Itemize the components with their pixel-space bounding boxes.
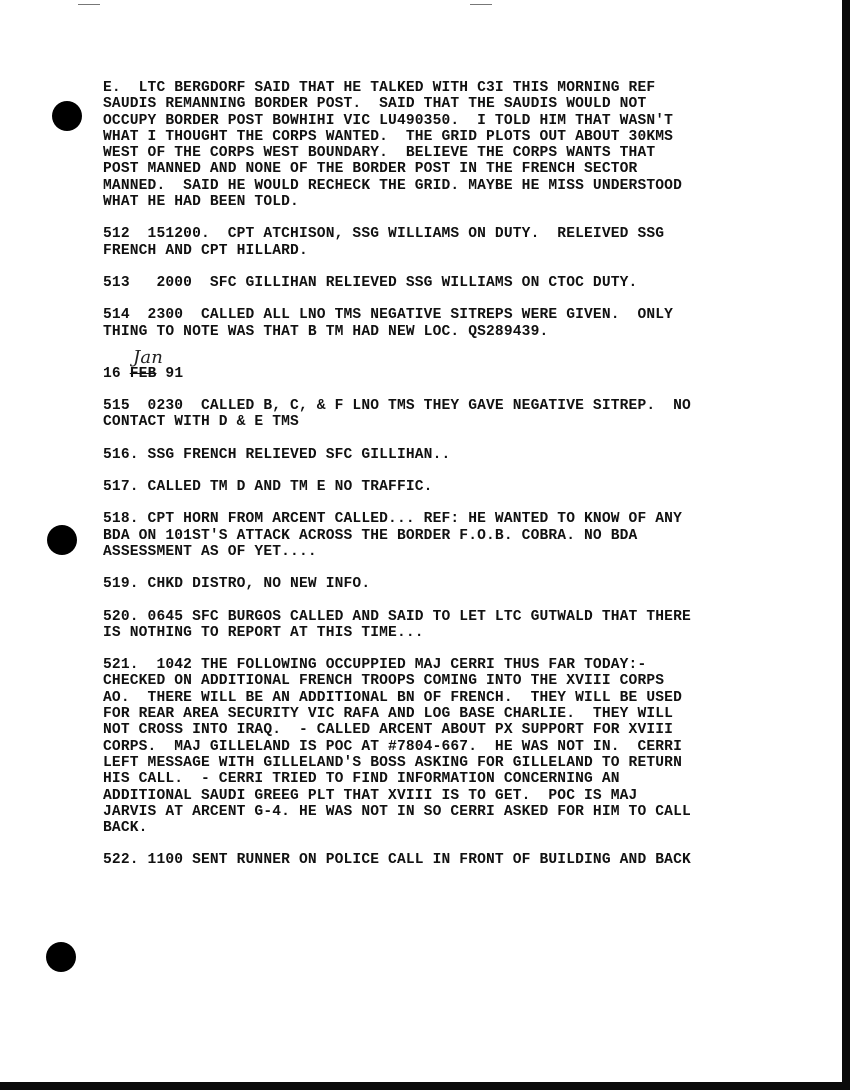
log-entry-522: 522. 1100 SENT RUNNER ON POLICE CALL IN FRONT OF BUILDING AND BACK — [103, 852, 691, 869]
date-line — [103, 346, 803, 382]
handwritten-month-correction: Jan — [133, 346, 163, 368]
scan-mark-left — [78, 4, 100, 5]
log-entry-518: 518. CPT HORN FROM ARCENT CALLED... REF: HE WANTED TO KNOW OF ANY BDA ON 101ST'S ATTACK ACROSS THE BORDER F.O.B. COBRA. NO BDA ASSESSMENT AS OF YET.... — [103, 511, 682, 560]
log-entry-517: 517. CALLED TM D AND TM E NO TRAFFIC. — [103, 479, 433, 496]
log-entry-516: 516. SSG FRENCH RELIEVED SFC GILLIHAN.. — [103, 446, 451, 463]
punch-hole-bottom — [46, 942, 76, 972]
scan-border-right — [842, 0, 850, 1090]
date-day: 16 — [103, 365, 121, 382]
scan-mark-center — [470, 4, 492, 5]
log-entry-514: 514 2300 CALLED ALL LNO TMS NEGATIVE SITREPS WERE GIVEN. ONLY THING TO NOTE WAS THAT B TM HAD NEW LOC. QS289439. — [103, 307, 674, 340]
log-entry-e: E. LTC BERGDORF SAID THAT HE TALKED WITH C3I THIS MORNING REF SAUDIS REMANNING BORDER POST. SAID THAT THE SAUDIS WOULD NOT OCCUPY BORDER POST BOWHIHI VIC LU490350. I TOLD HIM THAT WASN'T WHAT I THOUGHT THE CORPS WANTED. THE GRID PLOTS OUT ABOUT 30KMS WEST OF THE CORPS WEST BOUNDARY. BELIEVE THE CORPS WANTS THAT POST MANNED AND NONE OF THE BORDER POST IN THE FRENCH SECTOR MANNED. SAID HE WOULD RECHECK THE GRID. MAYBE HE MISS UNDERSTOOD WHAT HE HAD BEEN TOLD. — [103, 80, 682, 211]
log-document — [103, 80, 803, 869]
log-entry-519: 519. CHKD DISTRO, NO NEW INFO. — [103, 576, 371, 593]
log-entry-512: 512 151200. CPT ATCHISON, SSG WILLIAMS ON DUTY. RELEIVED SSG FRENCH AND CPT HILLARD. — [103, 226, 665, 259]
log-entry-521: 521. 1042 THE FOLLOWING OCCUPPIED MAJ CERRI THUS FAR TODAY:- CHECKED ON ADDITIONAL FRENCH TROOPS COMING INTO THE XVIII CORPS AO. THERE WILL BE AN ADDITIONAL BN OF FRENCH. THEY WILL BE USED FOR REAR AREA SECURITY VIC RAFA AND LOG BASE CHARLIE. THEY WILL NOT CROSS INTO IRAQ. - CALLED ARCENT ABOUT PX SUPPORT FOR XVIII CORPS. MAJ GILLELAND IS POC AT #7804-667. HE WAS NOT IN. CERRI LEFT MESSAGE WITH GILLELAND'S BOSS ASKING FOR GILLELAND TO RETURN HIS CALL. - CERRI TRIED TO FIND INFORMATION CONCERNING AN ADDITIONAL SAUDI GREEG PLT THAT XVIII IS TO GET. POC IS MAJ JARVIS AT ARCENT G-4. HE WAS NOT IN SO CERRI ASKED FOR HIM TO CALL BACK. — [103, 657, 691, 837]
punch-hole-middle — [47, 525, 77, 555]
punch-hole-top — [52, 101, 82, 131]
scan-border-bottom — [0, 1082, 850, 1090]
log-entry-513: 513 2000 SFC GILLIHAN RELIEVED SSG WILLIAMS ON CTOC DUTY. — [103, 274, 638, 291]
date-month-typed: FEB — [129, 365, 157, 382]
log-entry-520: 520. 0645 SFC BURGOS CALLED AND SAID TO LET LTC GUTWALD THAT THERE IS NOTHING TO REPORT AT THIS TIME... — [103, 608, 691, 641]
date-year: 91 — [165, 365, 184, 382]
log-entry-515: 515 0230 CALLED B, C, & F LNO TMS THEY GAVE NEGATIVE SITREP. NO CONTACT WITH D & E TMS — [103, 398, 691, 431]
